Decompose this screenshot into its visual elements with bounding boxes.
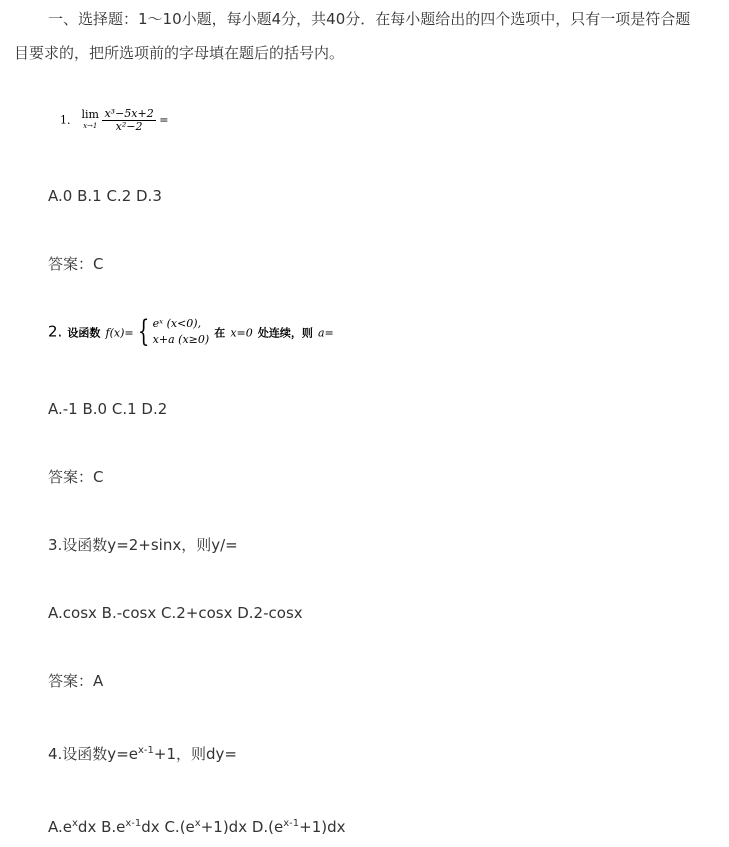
intro-line-2: 目要求的，把所选项前的字母填在题后的括号内。 (14, 44, 345, 62)
question-4-stem-a: 4.设函数y=e (48, 745, 138, 763)
equals-sign: = (159, 113, 169, 127)
option-c-exponent: x (194, 818, 201, 829)
question-3-stem: 3.设函数y=2+sinx，则y/= (48, 536, 238, 554)
fraction (102, 108, 155, 133)
option-a-base: A.e (48, 818, 72, 836)
question-4-stem-b: +1，则dy= (153, 745, 237, 763)
question-4-exponent: x-1 (138, 745, 154, 756)
case-1: eˣ (x<0), (152, 317, 202, 330)
function-f: f(x)= (105, 326, 134, 340)
question-2-stem (48, 316, 334, 348)
question-3-options: A.cosx B.-cosx C.2+cosx D.2-cosx (48, 604, 303, 622)
option-a-exponent: x (72, 818, 78, 829)
question-1-answer: 答案：C (48, 255, 104, 273)
question-4-stem (48, 744, 237, 764)
question-2-text-b: 在 (214, 326, 226, 340)
fraction-denominator: x²−2 (115, 120, 143, 133)
x-equals-zero: x=0 (230, 326, 253, 340)
option-b-base: dx B.e (77, 818, 126, 836)
question-1-formula (60, 108, 168, 133)
question-4-options (48, 817, 346, 837)
option-b-exponent: x-1 (125, 818, 142, 829)
option-d-base: +1)dx D.(e (200, 818, 284, 836)
question-1-number: 1． (60, 113, 78, 127)
limit-operator (82, 110, 99, 131)
option-d-tail: +1)dx (299, 818, 346, 836)
limit-word: lim (81, 108, 99, 121)
option-d-exponent: x-1 (283, 818, 300, 829)
question-2-answer: 答案：C (48, 468, 104, 486)
question-2-number: 2. (48, 322, 63, 341)
piecewise-cases (153, 316, 209, 348)
question-2-options: A.-1 B.0 C.1 D.2 (48, 400, 168, 418)
question-2-text-a: 设函数 (67, 326, 101, 340)
left-brace: { (137, 314, 149, 349)
fraction-numerator: x³−5x+2 (104, 107, 154, 120)
intro-line-1: 一、选择题：1～10小题，每小题4分，共40分．在每小题给出的四个选项中，只有一项是符合题 (48, 10, 691, 28)
case-2: x+a (x≥0) (152, 333, 210, 346)
question-2-text-c: 处连续，则 (257, 326, 313, 340)
a-equals: a= (317, 326, 334, 340)
limit-subscript: x→1 (83, 122, 98, 130)
question-3-answer: 答案：A (48, 672, 104, 690)
question-1-options: A.0 B.1 C.2 D.3 (48, 187, 162, 205)
option-c-base: dx C.(e (141, 818, 195, 836)
